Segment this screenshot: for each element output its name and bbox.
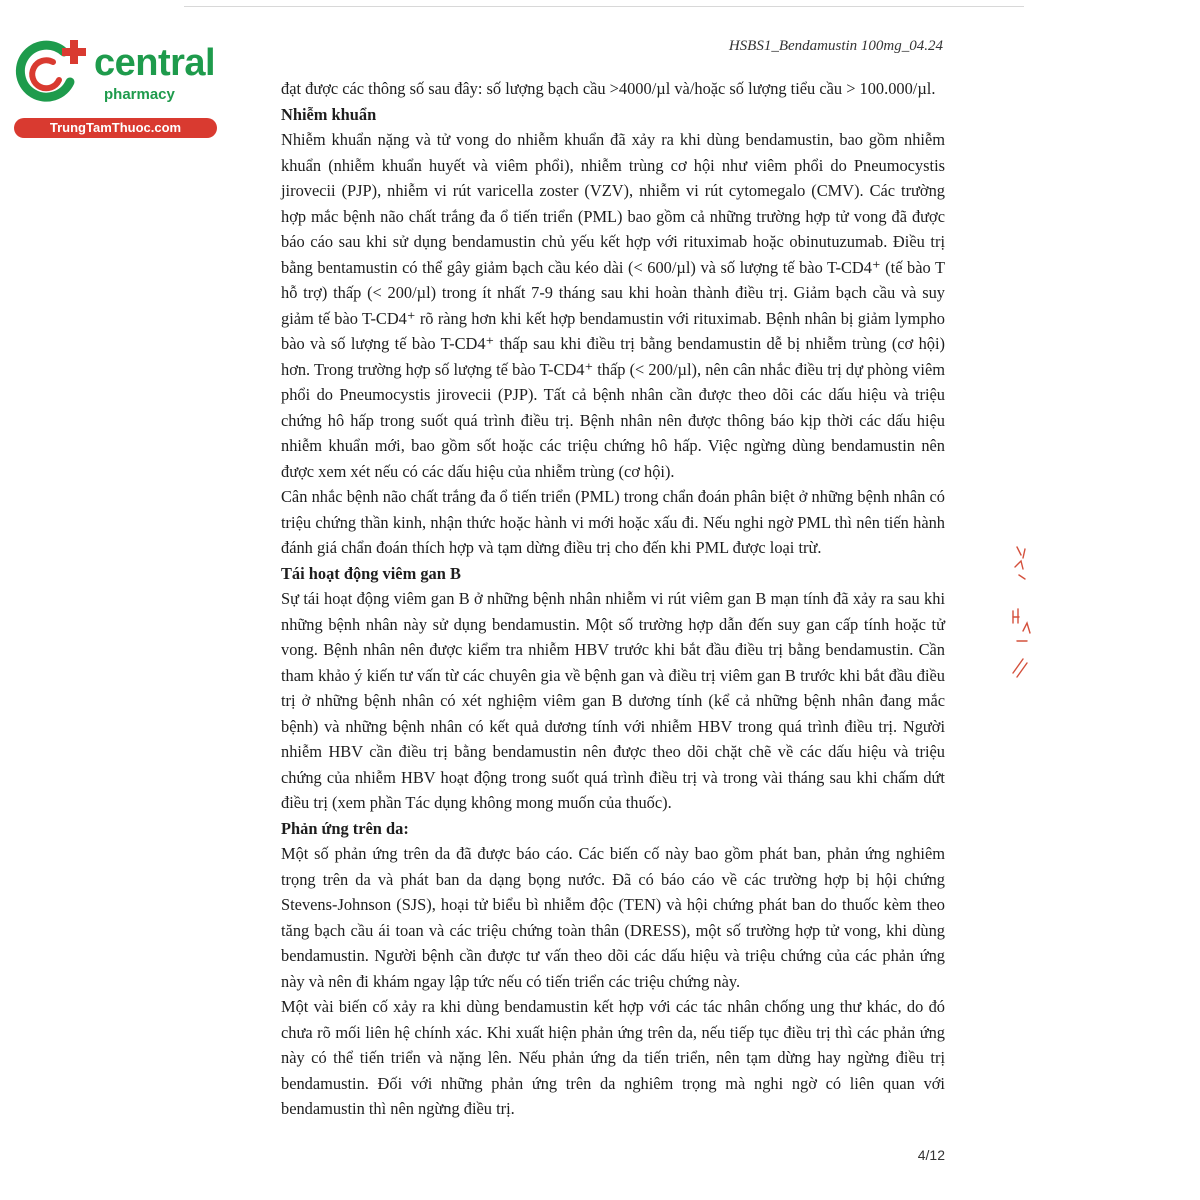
infection-paragraph-1: Nhiễm khuẩn nặng và tử vong do nhiễm khuẩn đã xảy ra khi dùng bendamustin, bao gồm nhiễm khuẩn (nhiễm khuẩn huyết và viêm phổi), nhiễm trùng cơ hội như viêm phổi do Pneumocystis jirovecii (PJP), nhiễm vi rút varicella zoster (VZV), nhiễm vi rút cytomegalo (CMV). Các trường hợp mắc bệnh não chất trắng đa ổ tiến triển (PML) bao gồm cả những trường hợp tử vong đã được báo cáo sau khi sử dụng bendamustin chủ yếu kết hợp với rituximab hoặc obinutuzumab. Điều trị bằng bentamustin có thể gây giảm bạch cầu kéo dài (< 600/µl) và số lượng tế bào T-CD4⁺ (tế bào T hỗ trợ) thấp (< 200/µl) trong ít nhất 7-9 tháng sau khi hoàn thành điều trị. Giảm bạch cầu và suy giảm tế bào T-CD4⁺ rõ ràng hơn khi kết hợp bendamustin với rituximab. Bệnh nhân bị giảm lympho bào và số lượng tế bào T-CD4⁺ thấp sau khi điều trị bằng bendamustin dễ bị nhiễm trùng (cơ hội) hơn. Trong trường hợp số lượng tế bào T-CD4⁺ thấp (< 200/µl), nên cân nhắc điều trị dự phòng viêm phổi do Pneumocystis jirovecii (PJP). Tất cả bệnh nhân cần được theo dõi các dấu hiệu và triệu chứng hô hấp trong suốt quá trình điều trị. Bệnh nhân nên được thông báo kịp thời các dấu hiệu nhiễm khuẩn mới, bao gồm sốt hoặc các triệu chứng hô hấp. Việc ngừng dùng bendamustin nên được xem xét nếu có các dấu hiệu của nhiễm trùng (cơ hội).	[281, 130, 945, 481]
hepatitis-paragraph: Sự tái hoạt động viêm gan B ở những bệnh nhân nhiễm vi rút viêm gan B mạn tính đã xảy ra sau khi những bệnh nhân này sử dụng bendamustin. Một số trường hợp dẫn đến suy gan cấp tính hoặc tử vong. Bệnh nhân nên được kiểm tra nhiễm HBV trước khi bắt đầu điều trị bằng bendamustin. Cần tham khảo ý kiến tư vấn từ các chuyên gia về bệnh gan và điều trị viêm gan B trước khi bắt đầu điều trị ở những bệnh nhân có xét nghiệm viêm gan B dương tính (kể cả những bệnh nhân đang mắc bệnh) và những bệnh nhân có kết quả dương tính với nhiễm HBV trong quá trình điều trị. Người nhiễm HBV cần điều trị bằng bendamustin nên được theo dõi chặt chẽ về các dấu hiệu và triệu chứng của nhiễm HBV hoạt động trong suốt quá trình điều trị và trong vài tháng sau khi chấm dứt điều trị (xem phần Tác dụng không mong muốn của thuốc).	[281, 589, 945, 812]
capsule-cross-logo-icon	[12, 38, 92, 110]
page-number: 4/12	[917, 1147, 945, 1163]
logo-website-link[interactable]: TrungTamThuoc.com	[14, 118, 217, 138]
skin-paragraph-1: Một số phản ứng trên da đã được báo cáo. Các biến cố này bao gồm phát ban, phản ứng nghiêm trọng trên da và phát ban da dạng bọng nước. Đã có báo cáo về các trường hợp bị hội chứng Stevens-Johnson (SJS), hoại tử biểu bì nhiễm độc (TEN) và hội chứng phát ban do thuốc kèm theo tăng bạch cầu ái toan và các triệu chứng toàn thân (DRESS), một số trường hợp tử vong, khi dùng bendamustin. Người bệnh cần được tư vấn theo dõi các dấu hiệu và triệu chứng của các phản ứng này và nên đi khám ngay lập tức nếu có tiến triển các triệu chứng này.	[281, 844, 945, 991]
central-pharmacy-logo[interactable]	[8, 38, 214, 138]
top-divider	[184, 6, 1024, 7]
document-body	[281, 76, 945, 1122]
section-heading-infection: Nhiễm khuẩn	[281, 104, 377, 124]
logo-tagline: pharmacy	[104, 86, 175, 103]
section-heading-hepatitis-b: Tái hoạt động viêm gan B	[281, 563, 461, 583]
document-code: HSBS1_Bendamustin 100mg_04.24	[728, 38, 943, 54]
infection-paragraph-2: Cân nhắc bệnh não chất trắng đa ổ tiến triển (PML) trong chẩn đoán phân biệt ở những bệnh nhân có triệu chứng thần kinh, nhận thức hoặc hành vi mới hoặc xấu đi. Nếu nghi ngờ PML thì nên tiến hành đánh giá chẩn đoán thích hợp và tạm dừng điều trị cho đến khi PML được loại trừ.	[281, 487, 945, 557]
handwritten-margin-marks-icon	[1005, 545, 1035, 685]
skin-paragraph-2: Một vài biến cố xảy ra khi dùng bendamustin kết hợp với các tác nhân chống ung thư khác, do đó chưa rõ mối liên hệ chính xác. Khi xuất hiện phản ứng trên da, nếu tiếp tục điều trị thì các phản ứng này có thể tiến triển và nặng lên. Nếu phản ứng da tiến triển, nên tạm dừng hay ngừng điều trị bendamustin. Đối với những phản ứng trên da nghiêm trọng mà nghi ngờ có liên quan với bendamustin thì nên ngừng điều trị.	[281, 997, 945, 1118]
intro-paragraph: đạt được các thông số sau đây: số lượng bạch cầu >4000/µl và/hoặc số lượng tiểu cầu > 100.000/µl.	[281, 79, 936, 98]
logo-brand-name: central	[94, 42, 216, 84]
section-heading-skin-reactions: Phản ứng trên da:	[281, 818, 409, 838]
